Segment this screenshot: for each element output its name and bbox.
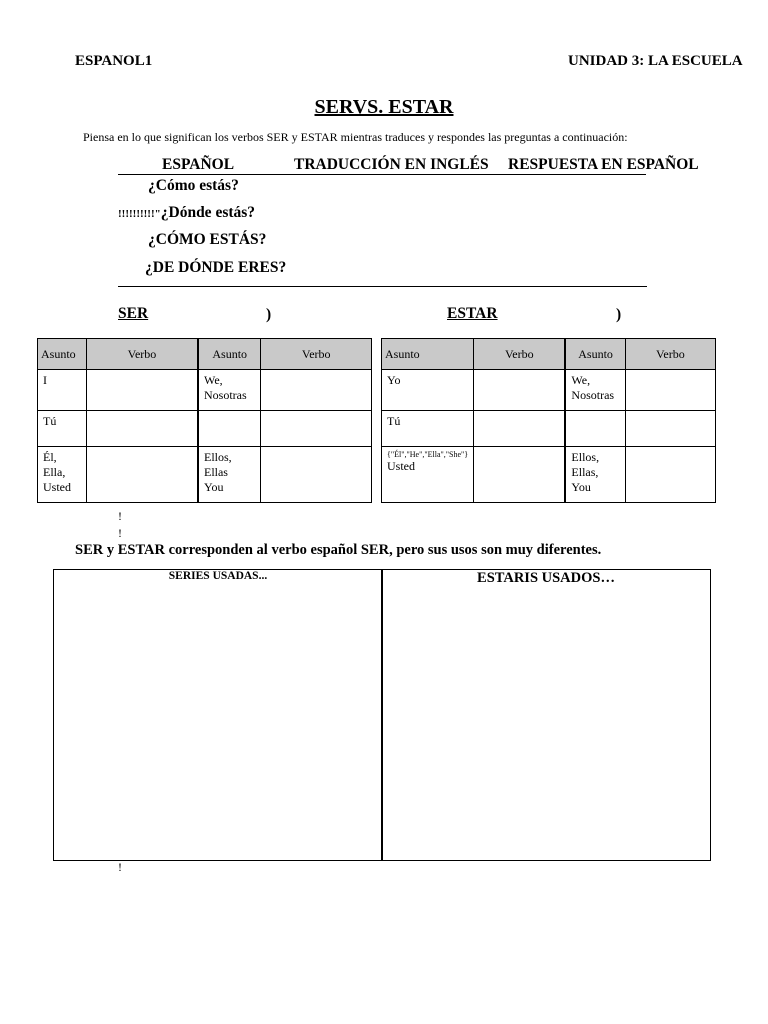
subject-text: Usted	[387, 459, 415, 473]
subject-cell: Yo	[382, 370, 474, 411]
table-header: Asunto	[38, 339, 87, 370]
verb-cell[interactable]	[86, 411, 198, 447]
subject-cell: Ellos, Ellas, You	[565, 447, 625, 503]
table-header: Asunto	[382, 339, 474, 370]
subject-cell: We, Nosotras	[565, 370, 625, 411]
verb-cell[interactable]	[474, 447, 566, 503]
subject-cell: Tú	[38, 411, 87, 447]
verb-cell[interactable]	[261, 370, 372, 411]
question-2: !!!!!!!!!!"¿Dónde estás?	[118, 204, 256, 221]
estar-usage-header: ESTARIS USADOS…	[477, 570, 615, 586]
verb-cell[interactable]	[625, 447, 715, 503]
ser-paren: )	[266, 306, 272, 323]
table-header: Verbo	[625, 339, 715, 370]
unit-name: UNIDAD 3: LA ESCUELA	[568, 53, 743, 69]
estar-section-label: ESTAR	[447, 305, 498, 322]
stray-mark: !	[118, 860, 122, 874]
question-3: ¿CÓMO ESTÁS?	[148, 231, 267, 248]
table-header: Verbo	[261, 339, 372, 370]
subject-cell: We, Nosotras	[198, 370, 261, 411]
subject-cell: Tú	[382, 411, 474, 447]
instructions: Piensa en lo que significan los verbos SER y ESTAR mientras traduces y respondes las preguntas a continuación:	[83, 130, 628, 144]
col-answer-header: RESPUESTA EN ESPAÑOL	[508, 156, 699, 173]
verb-cell[interactable]	[625, 411, 715, 447]
question-1: ¿Cómo estás?	[148, 177, 239, 194]
col-english-header: TRADUCCIÓN EN INGLÉS	[294, 156, 489, 173]
ser-usage-header: SERIES USADAS...	[168, 570, 268, 582]
verb-cell[interactable]	[86, 370, 198, 411]
subject-cell: Ellos, Ellas You	[198, 447, 261, 503]
verb-cell[interactable]	[86, 447, 198, 503]
ser-usage-box[interactable]	[53, 569, 383, 861]
header-underline	[118, 174, 646, 175]
ser-estar-note: SER y ESTAR corresponden al verbo español SER, pero sus usos son muy diferentes.	[75, 542, 602, 558]
subject-cell: Él, Ella, Usted	[38, 447, 87, 503]
question-4: ¿DE DÓNDE ERES?	[145, 259, 287, 276]
table-header: Verbo	[474, 339, 566, 370]
page-title: SERVS. ESTAR	[314, 96, 454, 118]
estar-usage-box[interactable]	[381, 569, 711, 861]
estar-conjugation-table	[381, 338, 716, 503]
course-name: ESPANOL1	[75, 53, 153, 69]
verb-cell[interactable]	[261, 411, 372, 447]
verb-cell[interactable]	[474, 411, 566, 447]
table-header: Asunto	[565, 339, 625, 370]
pronoun-set-note: {"Él","He","Ella","She"}	[387, 450, 469, 459]
questions-bottom-line	[118, 286, 647, 287]
subject-cell	[198, 411, 261, 447]
estar-paren: )	[616, 306, 622, 323]
ser-conjugation-table	[37, 338, 372, 503]
subject-cell	[565, 411, 625, 447]
stray-mark: !	[118, 526, 122, 540]
verb-cell[interactable]	[261, 447, 372, 503]
subject-cell	[382, 447, 474, 503]
table-header: Asunto	[198, 339, 261, 370]
ser-section-label: SER	[118, 305, 149, 322]
verb-cell[interactable]	[625, 370, 715, 411]
subject-cell: I	[38, 370, 87, 411]
table-header: Verbo	[86, 339, 198, 370]
stray-mark: !	[118, 509, 122, 523]
col-spanish-header: ESPAÑOL	[162, 156, 235, 173]
verb-cell[interactable]	[474, 370, 566, 411]
